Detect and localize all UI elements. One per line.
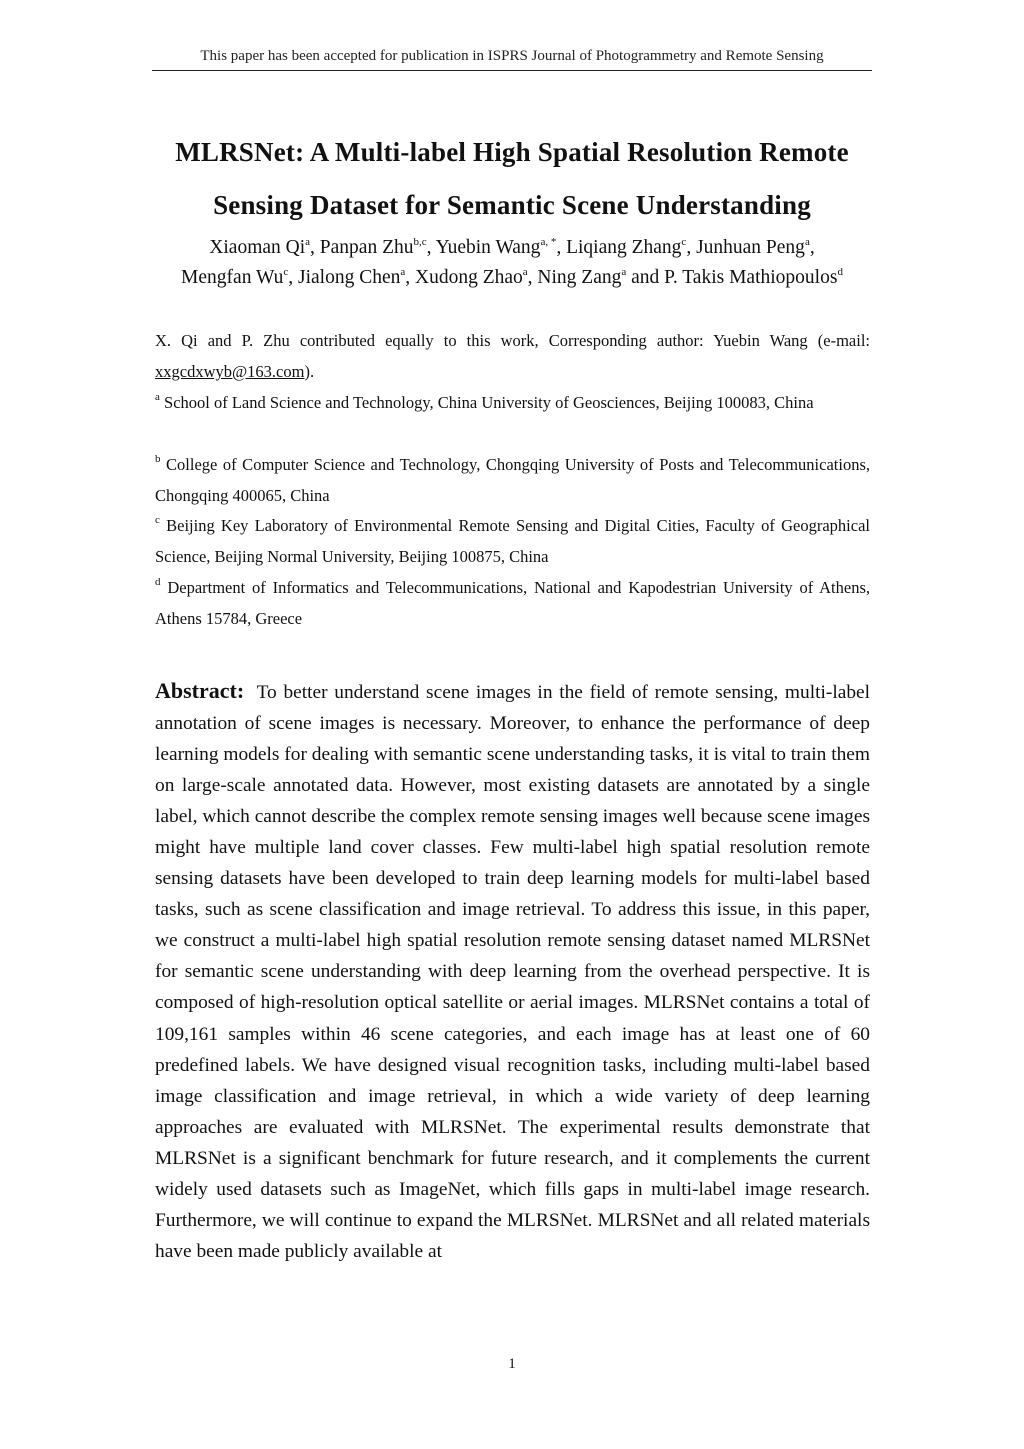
running-header: This paper has been accepted for publication in ISPRS Journal of Photogrammetry and Remote Sensing — [200, 48, 824, 64]
author: Panpan Zhu — [319, 237, 414, 258]
affiliation-mark: a — [155, 391, 160, 403]
author: Ning Zang — [537, 267, 622, 288]
author-separator: , — [556, 237, 567, 258]
affiliation-a — [155, 388, 870, 419]
author-affil-mark: a — [621, 266, 627, 278]
abstract-text: To better understand scene images in the field of remote sensing, multi-label annotation of scene images is necessary. Moreover, to enhance the performance of deep learning models for dealing with semantic scene understanding tasks, it is vital to train them on large-scale annotated data. However, most existing datasets are annotated by a single label, which cannot describe the complex remote sensing images well because scene images might have multiple land cover classes. Few multi-label high spatial resolution remote sensing datasets have been developed to train deep learning models for multi-label based tasks, such as scene classification and image retrieval. To address this issue, in this paper, we construct a multi-label high spatial resolution remote sensing dataset named MLRSNet for semantic scene understanding with deep learning from the overhead perspective. It is composed of high-resolution optical satellite or aerial images. MLRSNet contains a total of 109,161 samples within 46 scene categories, and each image has at least one of 60 predefined labels. We have designed visual recognition tasks, including multi-label based image classification and image retrieval, in which a wide variety of deep learning approaches are evaluated with MLRSNet. The experimental results demonstrate that MLRSNet is a significant benchmark for future research, and it complements the current widely used datasets such as ImageNet, which fills gaps in multi-label image research. Furthermore, we will continue to expand the MLRSNet. MLRSNet and all related materials have been made publicly available at — [155, 682, 871, 1262]
author-separator: , — [310, 237, 320, 258]
author-separator: , — [809, 237, 815, 258]
paper-title-line-2: Sensing Dataset for Semantic Scene Understanding — [213, 190, 811, 220]
affiliation-c — [155, 511, 870, 573]
author-affil-mark: b,c — [413, 236, 427, 248]
paper-title-line-1: MLRSNet: A Multi-label High Spatial Resolution Remote — [175, 137, 849, 167]
author-affil-mark: c — [283, 266, 289, 278]
author-separator: , — [527, 267, 538, 288]
affiliation-b — [155, 450, 870, 512]
author-affil-mark: c — [681, 236, 687, 248]
affiliation-text: Beijing Key Laboratory of Environmental Remote Sensing and Digital Cities, Faculty of Geographical Science, Beijing Normal University, Beijing 100875, China — [155, 516, 871, 566]
affiliation-mark: d — [155, 576, 161, 588]
author: Xudong Zhao — [415, 267, 523, 288]
author-affil-mark: a — [522, 266, 528, 278]
contribution-note — [155, 326, 870, 388]
author-separator: , — [426, 237, 436, 258]
author: Junhuan Peng — [696, 237, 805, 258]
author-separator: and — [626, 267, 665, 288]
author-affil-mark: d — [837, 266, 843, 278]
author: Liqiang Zhang — [566, 237, 682, 258]
author: Jialong Chen — [297, 267, 401, 288]
author-line-1 — [110, 232, 914, 264]
author: Xiaoman Qi — [209, 237, 306, 258]
author-affil-mark: a — [804, 236, 810, 248]
affiliation-mark: c — [155, 514, 160, 526]
corresponding-email-link[interactable]: xxgcdxwyb@163.com — [155, 361, 305, 381]
author-separator: , — [405, 267, 415, 288]
abstract — [155, 675, 870, 1267]
author-affil-mark: a — [400, 266, 406, 278]
author: Mengfan Wu — [181, 267, 284, 288]
author-affil-mark: a — [305, 236, 311, 248]
author: Yuebin Wang — [435, 237, 541, 258]
abstract-label: Abstract: — [155, 678, 245, 703]
affiliation-text: School of Land Science and Technology, China University of Geosciences, Beijing 100083, China — [164, 393, 814, 412]
author-line-2 — [110, 262, 914, 294]
author: P. Takis Mathiopoulos — [664, 267, 838, 288]
header-rule — [152, 70, 872, 71]
affiliation-text: College of Computer Science and Technology, Chongqing University of Posts and Telecommunications, Chongqing 400065, China — [155, 455, 870, 505]
page-number: 1 — [508, 1356, 516, 1372]
contribution-note-text: X. Qi and P. Zhu contributed equally to this work, Corresponding author: Yuebin Wang (e-mail: — [155, 331, 870, 350]
author-separator: , — [686, 237, 697, 258]
author-separator: , — [288, 267, 298, 288]
contribution-note-tail: ). — [304, 361, 315, 381]
affiliation-d — [155, 573, 870, 635]
affiliation-mark: b — [155, 453, 161, 465]
affiliation-text: Department of Informatics and Telecommunications, National and Kapodestrian University of Athens, Athens 15784, Greece — [155, 578, 871, 628]
author-affil-mark: a, * — [540, 236, 557, 248]
